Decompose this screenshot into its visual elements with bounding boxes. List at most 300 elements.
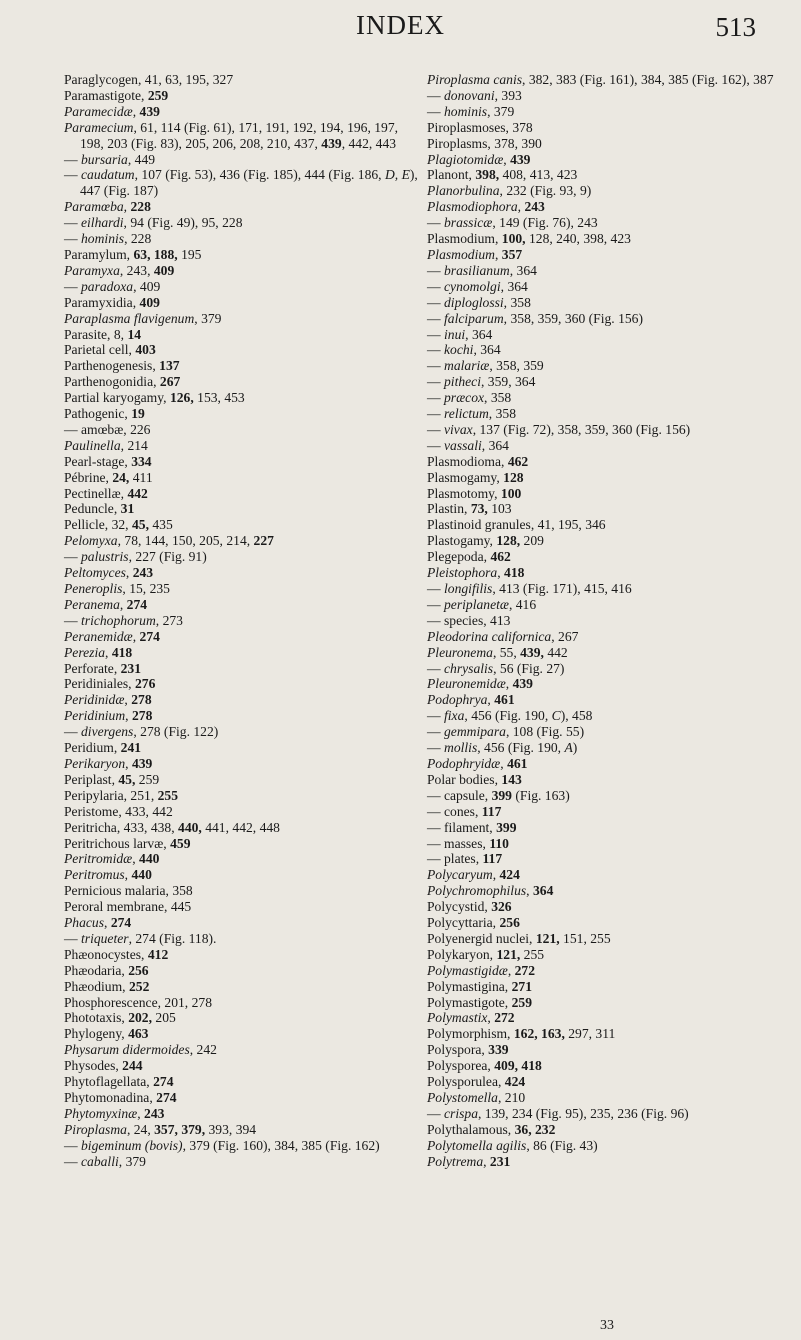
index-entry — [427, 1042, 787, 1058]
index-entry-text: , 139, 234 (Fig. 95), 235, 236 (Fig. 96) — [477, 1105, 689, 1121]
index-entry-text: Plegepoda, — [427, 549, 491, 565]
index-entry — [64, 883, 424, 899]
index-entry — [64, 549, 424, 565]
index-entry — [427, 899, 787, 915]
index-entry — [64, 867, 424, 883]
index-entry-text: 398, — [475, 167, 500, 183]
index-entry-text: — — [427, 326, 444, 342]
index-entry-text: Polyspora, — [427, 1042, 489, 1058]
index-entry-text: Paramyxidia, — [64, 294, 140, 310]
index-entry-text: Plasmodioma, — [427, 453, 508, 469]
index-entry-text: Peridium, — [64, 740, 121, 756]
index-entry-text: , — [526, 883, 533, 899]
index-entry-text: — — [427, 421, 444, 437]
index-entry-text: — — [64, 1153, 81, 1169]
index-entry — [64, 979, 424, 995]
index-entry-text: 409, 418 — [494, 1058, 542, 1074]
index-entry — [427, 708, 787, 724]
index-entry-text: Peridiniales, — [64, 676, 135, 692]
index-entry-text: — masses, — [427, 835, 490, 851]
signature-mark: 33 — [600, 1318, 614, 1333]
index-entry-text: longifilis — [444, 581, 493, 596]
index-entry-text: Peltomyces — [64, 565, 126, 581]
running-title: INDEX — [356, 10, 445, 40]
index-entry-text: mollis — [444, 740, 478, 756]
index-entry-text: 412 — [147, 946, 169, 962]
index-entry-text: 439 — [510, 151, 531, 167]
index-entry-text: Paraplasma flavigenum — [64, 310, 195, 326]
index-entry-text: Polar bodies, — [427, 771, 502, 787]
index-entry-text: Podophrya — [427, 692, 488, 708]
index-entry-text: Paramylum, — [64, 246, 134, 262]
index-entry-text: hominis — [444, 103, 488, 119]
index-entry — [64, 454, 424, 470]
index-entry — [427, 120, 787, 136]
index-entry-text: Plasmodium, — [427, 231, 502, 247]
index-entry-text: Physarum didermoides — [64, 1042, 190, 1058]
index-entry — [427, 1090, 787, 1106]
index-entry — [64, 88, 424, 104]
index-entry-text: Perezia — [64, 644, 106, 660]
index-entry-text: ), 447 (Fig. 187) — [80, 167, 418, 199]
index-entry-text: 272 — [514, 962, 535, 978]
index-entry-text: Polytrema — [427, 1153, 484, 1169]
index-entry-text: 399 — [491, 787, 512, 803]
index-entry — [64, 708, 424, 724]
index-entry-text: — — [427, 596, 444, 612]
index-entry — [427, 804, 787, 820]
index-entry-text: cynomolgi — [444, 278, 501, 294]
index-entry — [427, 501, 787, 517]
index-entry — [64, 836, 424, 852]
index-entry-text: 103 — [487, 501, 512, 517]
index-entry-text: , 61, 114 (Fig. 61), 171, 191, 192, 194, 196, 197, 198, 203 (Fig. 83), 205, 206, 208, 210, 437, — [80, 119, 399, 151]
index-entry-text: 272 — [494, 1010, 515, 1026]
index-entry-text: Paulinella — [64, 437, 121, 453]
index-entry-text: 259 — [511, 994, 532, 1010]
index-entry — [427, 215, 787, 231]
index-entry-text: fixa — [444, 708, 465, 724]
index-entry-text: hominis — [81, 231, 125, 247]
index-entry-text: — — [427, 374, 444, 390]
index-entry-text: 243 — [524, 199, 545, 215]
index-entry-text: 440 — [131, 867, 152, 883]
index-entry-text: 121, — [535, 930, 560, 946]
index-entry-text: — — [64, 724, 81, 740]
index-entry-text: — — [64, 549, 81, 565]
index-entry-text: Piroplasma canis — [427, 72, 523, 87]
index-entry — [64, 1042, 424, 1058]
index-entry-text: Pelomyxa — [64, 533, 118, 549]
index-entry-text: Polymorphism, — [427, 1026, 514, 1042]
index-entry — [427, 883, 787, 899]
index-entry — [64, 724, 424, 740]
index-entry-text: — — [64, 167, 81, 183]
index-entry-text: , 456 (Fig. 190, — [464, 708, 552, 724]
index-entry — [427, 454, 787, 470]
index-entry-text: Phacus — [64, 915, 105, 931]
index-entry-text: , 55, — [492, 644, 521, 660]
index-entry-text: 45, — [131, 517, 149, 533]
index-entry-text: , 274 (Fig. 118). — [128, 930, 217, 946]
index-entry-text: caudatum — [81, 167, 135, 183]
index-entry-text: Paramœba — [64, 199, 124, 215]
index-entry-text: — — [427, 660, 444, 676]
index-entry-text: , 379 — [118, 1153, 146, 1169]
index-entry — [64, 104, 424, 120]
index-entry — [64, 613, 424, 629]
index-entry-text: 227 — [253, 533, 274, 549]
index-entry-text: — filament, — [427, 819, 497, 835]
index-entry-text: , — [487, 1010, 495, 1026]
index-entry-text: Polythalamous, — [427, 1121, 515, 1137]
index-entry-text: Periplast, — [64, 771, 119, 787]
index-entry-text: — — [427, 294, 444, 310]
index-entry — [64, 501, 424, 517]
index-entry — [427, 963, 787, 979]
index-entry-text: 128, 240, 398, 423 — [525, 231, 631, 247]
index-entry — [427, 104, 787, 120]
index-entry-text: , 456 (Fig. 190, — [477, 740, 565, 756]
index-entry-text: crispa — [444, 1105, 478, 1121]
index-entry-text: 267 — [159, 374, 181, 390]
index-entry-text: 231 — [489, 1153, 511, 1169]
index-entry-text: Phæodaria, — [64, 962, 129, 978]
index-entry-text: — — [64, 215, 81, 231]
index-entry — [427, 851, 787, 867]
index-entry-text: 278 — [131, 708, 153, 724]
index-entry — [64, 279, 424, 295]
index-entry-text: 339 — [488, 1042, 509, 1058]
index-entry-text: Pellicle, 32, — [64, 517, 132, 533]
index-entry-text: — — [64, 151, 81, 167]
index-entry — [64, 963, 424, 979]
index-entry-text: — species, 413 — [427, 612, 511, 628]
index-entry-text: , — [125, 565, 133, 581]
index-column-right — [427, 72, 787, 1170]
index-entry — [427, 676, 787, 692]
index-entry-text: 409 — [139, 294, 160, 310]
index-entry — [427, 1074, 787, 1090]
index-entry-text: , — [517, 199, 525, 215]
index-entry — [64, 1154, 424, 1170]
index-entry-text: periplanetæ — [444, 596, 509, 612]
index-entry-text: Phosphorescence, 201, 278 — [64, 994, 212, 1010]
index-entry — [64, 231, 424, 247]
index-entry-text: falciparum — [444, 310, 504, 326]
index-entry — [64, 422, 424, 438]
index-entry-text: , — [492, 867, 500, 883]
index-entry-text: — — [427, 1105, 444, 1121]
index-entry-text: , 409 — [133, 278, 161, 294]
index-entry-text: 276 — [134, 676, 156, 692]
index-entry-text: , 364 — [481, 437, 509, 453]
index-entry-text: C — [551, 708, 561, 724]
index-entry — [64, 72, 424, 88]
index-entry — [64, 629, 424, 645]
index-entry-text: , 364 — [500, 278, 528, 294]
index-entry — [64, 1106, 424, 1122]
index-entry — [427, 311, 787, 327]
index-entry — [427, 1138, 787, 1154]
index-entry-text: , — [137, 1105, 145, 1121]
index-entry-text: brasilianum — [444, 262, 510, 278]
index-entry-text: 463 — [128, 1026, 149, 1042]
index-entry-text: 259 — [147, 87, 169, 103]
index-entry-text: Polychromophilus — [427, 883, 527, 899]
index-entry-text: Peduncle, — [64, 501, 121, 517]
index-entry-text: — — [427, 342, 444, 358]
index-entry-text: Plasmodiophora — [427, 199, 518, 215]
index-entry-text: , 393 — [494, 87, 522, 103]
index-entry-text: Polytomella agilis — [427, 1137, 527, 1153]
index-entry-text: — — [64, 612, 81, 628]
index-entry-text: , — [497, 565, 505, 581]
index-entry-text: inui — [444, 326, 466, 342]
index-entry — [64, 804, 424, 820]
index-entry — [427, 645, 787, 661]
index-entry-text: Piroplasma — [64, 1121, 127, 1137]
index-entry — [64, 995, 424, 1011]
index-entry-text: malariæ — [444, 358, 490, 374]
index-entry-text: , — [124, 867, 132, 883]
index-entry-text: Pectinellæ, — [64, 485, 128, 501]
index-entry-text: , 137 (Fig. 72), 358, 359, 360 (Fig. 156) — [472, 421, 691, 437]
index-entry-text: — amœbæ, 226 — [64, 421, 151, 437]
index-entry-text: Pearl-stage, — [64, 453, 132, 469]
index-entry-text: Polycaryum — [427, 867, 493, 883]
index-entry-text: 117 — [482, 851, 503, 867]
index-entry-text: , — [105, 644, 112, 660]
index-entry-text: Phytomonadina, — [64, 1090, 157, 1105]
index-entry-text: 439 — [139, 103, 160, 119]
index-entry — [64, 1026, 424, 1042]
index-entry-text: , — [132, 851, 140, 867]
index-entry — [64, 915, 424, 931]
index-entry-text: , — [123, 199, 131, 215]
index-entry-text: — — [64, 930, 81, 946]
index-entry — [427, 836, 787, 852]
index-entry-text: , — [503, 151, 511, 167]
index-entry-text: , — [505, 676, 513, 692]
index-entry-text: — — [64, 231, 81, 247]
index-entry — [427, 533, 787, 549]
index-entry-text: , 358, 359 — [489, 358, 544, 374]
index-entry-text: , 243, — [119, 262, 154, 278]
index-entry-text: Pathogenic, — [64, 406, 132, 422]
index-entry-text: 243 — [144, 1105, 165, 1121]
index-entry-text: Polystomella — [427, 1090, 498, 1105]
index-entry — [427, 263, 787, 279]
index-entry — [64, 517, 424, 533]
index-entry — [64, 692, 424, 708]
index-entry-text: — cones, — [427, 803, 482, 819]
index-entry-text: Paramastigote, — [64, 87, 148, 103]
index-entry-text: Planorbulina — [427, 183, 500, 199]
index-entry-text: , 78, 144, 150, 205, 214, — [117, 533, 254, 549]
index-entry-text: Piroplasmoses, 378 — [427, 119, 533, 135]
index-entry-text: Plagiotomidæ — [427, 151, 504, 167]
index-entry-text: præcox — [444, 390, 485, 406]
index-entry-text: 195 — [177, 246, 202, 262]
index-entry — [427, 724, 787, 740]
index-entry-text: 297, 311 — [564, 1026, 616, 1042]
index-entry — [427, 342, 787, 358]
index-entry — [64, 247, 424, 263]
index-entry — [427, 931, 787, 947]
index-entry-text: Polykaryon, — [427, 946, 497, 962]
index-entry-text: pitheci — [444, 374, 481, 390]
index-entry-text: 162, 163, — [513, 1026, 565, 1042]
index-entry — [427, 88, 787, 104]
index-entry — [427, 199, 787, 215]
index-entry — [427, 788, 787, 804]
index-entry — [64, 167, 424, 199]
index-entry-text: donovani — [444, 87, 495, 103]
index-entry-text: 399 — [496, 819, 517, 835]
index-entry — [64, 676, 424, 692]
index-entry-text: 403 — [135, 342, 156, 358]
index-entry-text: Pleuronema — [427, 644, 493, 660]
index-entry-text: kochi — [444, 342, 474, 358]
index-entry-text: 202, — [128, 1010, 152, 1026]
index-entry-text: Polyenergid nuclei, — [427, 930, 536, 946]
index-entry — [64, 358, 424, 374]
index-entry — [64, 820, 424, 836]
index-entry-text: , 382, 383 (Fig. 161), 384, 385 (Fig. 162), 387 — [522, 72, 774, 87]
index-entry-text: 418 — [504, 565, 525, 581]
index-entry-text: Peripylaria, 251, — [64, 787, 158, 803]
index-entry-text: 278 — [131, 692, 152, 708]
index-entry-text: 439, — [520, 644, 544, 660]
index-entry — [427, 167, 787, 183]
index-entry-text: 274 — [139, 628, 160, 644]
index-entry-text: chrysalis — [444, 660, 494, 676]
index-entry — [427, 1026, 787, 1042]
index-entry-text: ) — [572, 740, 578, 756]
index-entry-text: 439 — [512, 676, 533, 692]
index-entry — [427, 549, 787, 565]
index-entry — [64, 772, 424, 788]
index-entry — [64, 438, 424, 454]
index-entry-text: Piroplasms, 378, 390 — [427, 135, 542, 151]
index-entry — [64, 406, 424, 422]
index-entry-text: 462 — [490, 549, 511, 565]
index-entry-text: — capsule, — [427, 787, 492, 803]
index-entry — [64, 327, 424, 343]
index-entry-text: 14 — [127, 326, 142, 342]
index-entry-text: 440 — [139, 851, 160, 867]
index-entry-text: Phylogeny, — [64, 1026, 129, 1042]
index-entry-text: 128 — [503, 469, 524, 485]
index-entry — [427, 597, 787, 613]
index-entry — [64, 199, 424, 215]
index-entry-text: , — [132, 628, 140, 644]
index-entry — [64, 581, 424, 597]
index-entry-text: Plastin, — [427, 501, 471, 517]
index-entry-text: Peritricha, 433, 438, — [64, 819, 179, 835]
index-entry-text: , — [119, 596, 127, 612]
index-entry-text: Plasmogamy, — [427, 469, 504, 485]
index-entry-text: 243 — [132, 565, 154, 581]
index-entry — [427, 756, 787, 772]
index-entry — [64, 1090, 424, 1106]
index-entry-text: 117 — [481, 803, 502, 819]
index-entry-text: , — [487, 692, 495, 708]
index-entry-text: , 15, 235 — [122, 581, 170, 596]
index-entry-text: 110 — [489, 835, 509, 851]
index-entry — [427, 1106, 787, 1122]
index-entry-text: Phæonocystes, — [64, 946, 148, 962]
index-entry-text: Pernicious malaria, 358 — [64, 883, 193, 899]
index-entry-text: , 358 — [484, 390, 512, 406]
index-entry — [427, 247, 787, 263]
index-entry-text: 274 — [153, 1074, 174, 1090]
index-entry-text: Plastinoid granules, 41, 195, 346 — [427, 517, 606, 533]
index-entry-text: , 94 (Fig. 49), 95, 228 — [123, 215, 243, 231]
index-entry-text: 255 — [520, 946, 545, 962]
index-entry-text: 409 — [153, 262, 175, 278]
index-entry — [427, 136, 787, 152]
index-entry — [64, 1058, 424, 1074]
index-entry-text: Parthenogenesis, — [64, 358, 160, 374]
index-entry-text: — — [427, 390, 444, 406]
index-entry — [427, 915, 787, 931]
page-number: 513 — [715, 12, 756, 42]
index-entry — [64, 1010, 424, 1026]
index-entry-text: — — [427, 724, 444, 740]
index-entry-text: 100 — [500, 485, 522, 501]
index-entry-text: 435 — [148, 517, 173, 533]
index-entry-text: , 108 (Fig. 55) — [505, 724, 585, 740]
index-entry-text: A — [564, 740, 573, 756]
index-entry — [64, 645, 424, 661]
index-entry-text: , 227 (Fig. 91) — [128, 549, 207, 565]
index-entry-text: 442 — [127, 485, 148, 501]
index-entry-text: Parthenogonidia, — [64, 374, 160, 390]
index-entry — [64, 597, 424, 613]
index-entry — [427, 438, 787, 454]
index-entry — [64, 215, 424, 231]
index-entry-text: Polymastigidæ — [427, 962, 508, 978]
index-entry — [64, 374, 424, 390]
index-entry-text: , — [124, 692, 132, 708]
index-entry-text: 31 — [120, 501, 135, 517]
index-entry-text: Polymastigina, — [427, 978, 512, 994]
index-entry-text: vivax — [444, 421, 473, 437]
index-entry — [427, 613, 787, 629]
index-entry-text: diploglossi — [444, 294, 504, 310]
index-entry-text: — — [427, 262, 444, 278]
index-entry-text: 36, 232 — [514, 1121, 556, 1137]
index-entry — [427, 279, 787, 295]
index-entry-text: Peridinium — [64, 708, 126, 724]
index-entry-text: Paramecium — [64, 119, 134, 135]
index-entry — [64, 661, 424, 677]
index-entry-text: Pleodorina californica — [427, 628, 552, 644]
index-entry-text: palustris — [81, 549, 129, 565]
index-entry — [64, 470, 424, 486]
index-entry-text: , 86 (Fig. 43) — [526, 1137, 598, 1153]
index-entry-text: , 214 — [120, 437, 148, 453]
index-entry-text: 137 — [159, 358, 180, 374]
index-entry-text: Partial karyogamy, — [64, 390, 170, 406]
index-entry-text: , 24, — [126, 1121, 155, 1137]
index-entry — [427, 1058, 787, 1074]
index-entry — [427, 692, 787, 708]
index-entry-text: , 442, 443 — [341, 135, 397, 151]
index-entry-text: , 379 — [487, 103, 515, 119]
